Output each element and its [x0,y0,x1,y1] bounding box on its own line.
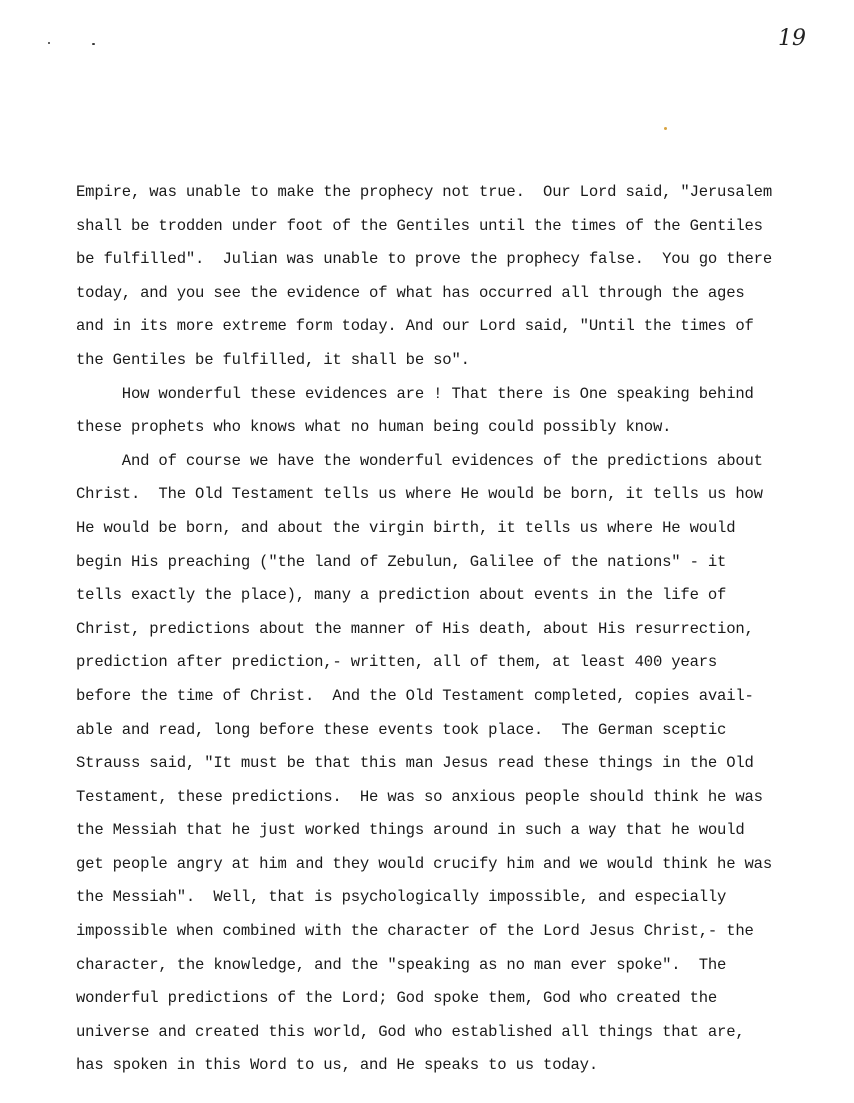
text-line: character, the knowledge, and the "speaking as no man ever spoke". The [76,955,727,974]
text-line: prediction after prediction,- written, all of them, at least 400 years [76,653,718,672]
text-line: begin His preaching ("the land of Zebulun, Galilee of the nations" - it [76,552,727,571]
text-line: Testament, these predictions. He was so anxious people should think he was [76,787,763,806]
text-line: And of course we have the wonderful evidences of the predictions about [76,451,763,470]
text-line: tells exactly the place), many a prediction about events in the life of [76,586,727,605]
text-line: impossible when combined with the character of the Lord Jesus Christ,- the [76,922,754,941]
page-number: 19 [778,26,806,51]
text-line: Empire, was unable to make the prophecy not true. Our Lord said, "Jerusalem [76,183,772,201]
text-line: Strauss said, "It must be that this man Jesus read these things in the Old [76,754,754,773]
text-line: Christ. The Old Testament tells us where He would be born, it tells us how [76,485,763,504]
text-line: Christ, predictions about the manner of His death, about His resurrection, [76,619,754,638]
text-line: get people angry at him and they would crucify him and we would think he was [76,854,772,873]
text-line: able and read, long before these events took place. The German sceptic [76,720,727,739]
ink-speck [664,127,667,130]
text-line: the Messiah". Well, that is psychologically impossible, and especially [76,888,727,907]
text-line: universe and created this world, God who established all things that are, [76,1022,745,1041]
text-line: shall be trodden under foot of the Gentiles until the times of the Gentiles [76,216,763,235]
text-line: these prophets who knows what no human being could possibly know. [76,418,672,437]
ink-speck [48,42,50,44]
text-line: be fulfilled". Julian was unable to prove the prophecy false. You go there [76,250,772,269]
ink-speck [92,43,95,45]
text-line: How wonderful these evidences are ! That there is One speaking behind [76,384,754,403]
typed-page-body [76,176,854,1083]
text-line: before the time of Christ. And the Old Testament completed, copies avail- [76,686,754,705]
text-line: the Gentiles be fulfilled, it shall be so". [76,350,470,369]
text-line: and in its more extreme form today. And our Lord said, "Until the times of [76,317,754,336]
text-line: has spoken in this Word to us, and He speaks to us today. [76,1056,598,1075]
text-line: the Messiah that he just worked things around in such a way that he would [76,821,745,840]
text-line: wonderful predictions of the Lord; God spoke them, God who created the [76,989,718,1008]
text-line: He would be born, and about the virgin birth, it tells us where He would [76,518,736,537]
text-line: today, and you see the evidence of what has occurred all through the ages [76,283,745,302]
